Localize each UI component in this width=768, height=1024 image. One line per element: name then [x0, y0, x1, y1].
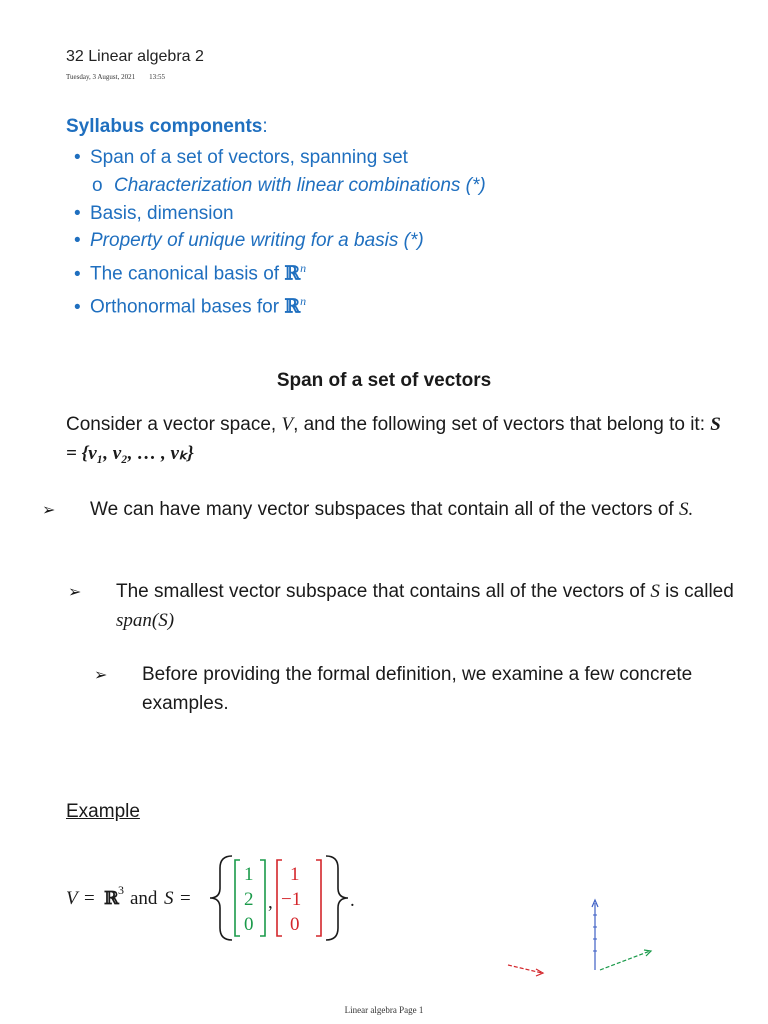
- syllabus-item: [74, 200, 486, 228]
- math-S: S: [678, 499, 689, 520]
- math-span-S: span(S): [116, 610, 175, 631]
- period: .: [688, 499, 694, 520]
- syllabus-item-text: Characterization with linear combinations (*): [114, 174, 486, 196]
- section-title: Span of a set of vectors: [276, 370, 492, 391]
- set-S-definition: S = {v₁, v₂, … , vₖ}: [66, 414, 721, 464]
- point-3: [94, 661, 742, 718]
- syllabus-heading: [66, 116, 268, 138]
- vec1-entry: 0: [244, 914, 254, 935]
- vec1-right-bracket: [260, 860, 265, 936]
- bullet-mark: •: [74, 147, 81, 168]
- eq-exponent: 3: [118, 883, 124, 897]
- vec1-entry: 1: [244, 864, 254, 885]
- syllabus-item: [74, 227, 486, 255]
- syllabus-item: [74, 255, 486, 288]
- exponent: n: [300, 261, 307, 276]
- eq-equals-2: =: [180, 888, 191, 909]
- eq-period: .: [350, 890, 355, 911]
- bullet-mark: •: [74, 230, 81, 252]
- vec2-right-bracket: [316, 860, 321, 936]
- syllabus-item: [74, 144, 486, 172]
- page-footer: Linear algebra Page 1: [344, 1005, 424, 1015]
- intro-paragraph: [66, 410, 726, 468]
- math-V: V: [281, 414, 294, 435]
- bullet-mark: •: [74, 296, 81, 318]
- vec2-entry: −1: [281, 889, 302, 910]
- syllabus-item: [74, 288, 486, 321]
- right-brace: [326, 856, 348, 940]
- arrow-bullet-icon: ➢: [94, 667, 108, 684]
- bullet-mark: •: [74, 263, 81, 285]
- note-time: 13:55: [149, 73, 166, 81]
- point-text: Before providing the formal definition, we examine a few concrete examples.: [142, 664, 693, 714]
- eq-S: S: [164, 888, 174, 909]
- syllabus-item-text: Basis, dimension: [90, 202, 234, 224]
- para-text: Consider a vector space,: [66, 414, 282, 435]
- syllabus-item-text: Span of a set of vectors, spanning set: [90, 147, 408, 168]
- point-text: The smallest vector subspace that contains all of the vectors of: [116, 581, 651, 602]
- axes-3d-sketch: [500, 895, 670, 985]
- syllabus-list: [74, 144, 486, 321]
- bullet-mark: •: [74, 202, 81, 224]
- eq-V: V: [66, 888, 78, 909]
- syllabus-item-text: Property of unique writing for a basis (*): [90, 230, 424, 252]
- syllabus-subitem: [74, 172, 486, 200]
- point-text: We can have many vector subspaces that contain all of the vectors of: [90, 499, 679, 520]
- vec2-entry: 1: [290, 864, 300, 885]
- arrow-bullet-icon: ➢: [68, 584, 82, 601]
- vec1-entry: 2: [244, 889, 254, 910]
- exponent: n: [300, 294, 307, 309]
- math-S: S: [650, 581, 660, 602]
- sub-bullet-mark: o: [92, 174, 103, 196]
- arrow-bullet-icon: ➢: [42, 502, 56, 519]
- syllabus-item-text: The canonical basis of: [90, 263, 285, 285]
- syllabus-heading-colon: :: [262, 116, 268, 137]
- green-vector-line: [600, 951, 650, 970]
- note-title: 32 Linear algebra 2: [66, 48, 204, 65]
- eq-real-symbol: ℝ: [104, 888, 119, 909]
- note-timestamp: [66, 73, 165, 81]
- para-text: , and the following set of vectors that belong to it:: [293, 414, 711, 435]
- real-numbers-symbol: ℝ: [284, 262, 301, 285]
- note-date: Tuesday, 3 August, 2021: [66, 73, 136, 81]
- eq-equals: =: [84, 888, 95, 909]
- vec-comma: ,: [268, 892, 273, 913]
- real-numbers-symbol: ℝ: [284, 295, 301, 318]
- example-heading: Example: [66, 801, 140, 822]
- syllabus-item-text: Orthonormal bases for: [90, 296, 285, 318]
- example-equation: [60, 850, 360, 946]
- eq-and: and: [130, 888, 158, 909]
- vec1-left-bracket: [235, 860, 240, 936]
- syllabus-heading-text: Syllabus components: [66, 116, 263, 137]
- point-text: is called: [659, 581, 734, 602]
- vec2-entry: 0: [290, 914, 300, 935]
- point-1: [42, 496, 750, 525]
- point-2: [68, 578, 756, 635]
- left-brace: [210, 856, 232, 940]
